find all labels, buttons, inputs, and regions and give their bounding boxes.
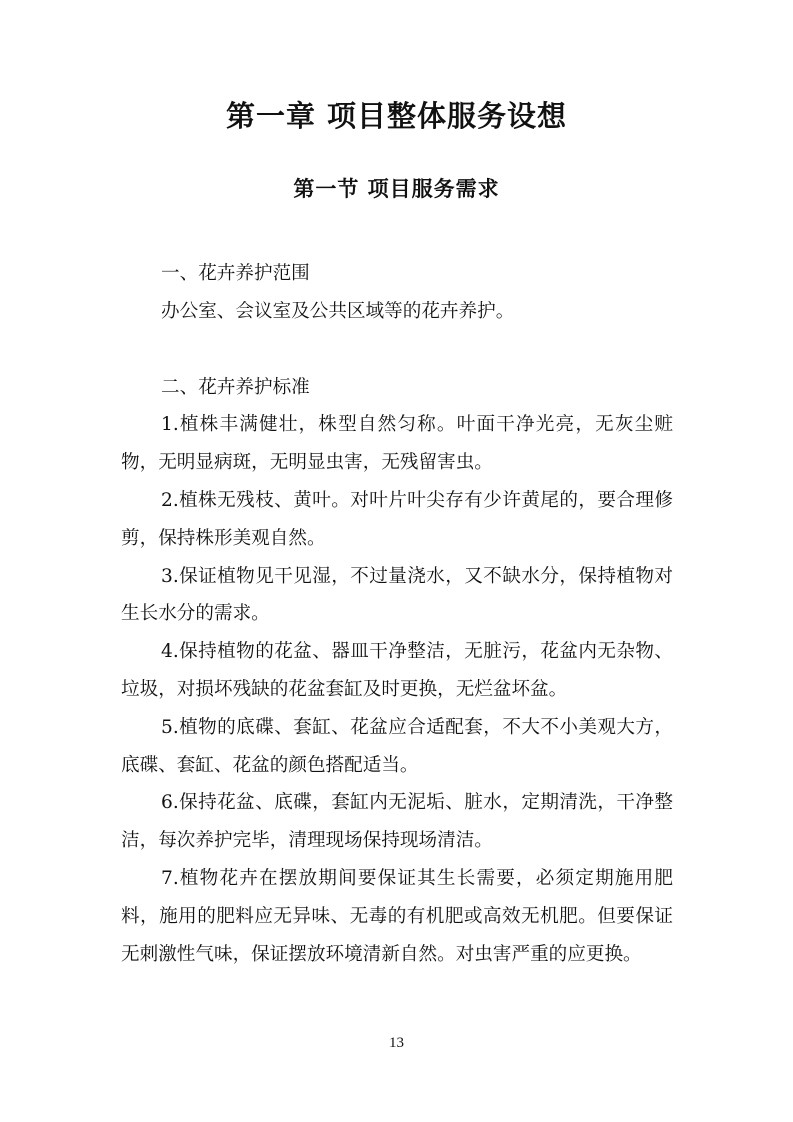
page-number: 13: [389, 1035, 404, 1051]
section-title: 第一节 项目服务需求: [293, 177, 500, 201]
paragraph-gap: [121, 331, 673, 369]
chapter-title: 第一章 项目整体服务设想: [225, 99, 568, 133]
standard-item-7: 7.植物花卉在摆放期间要保证其生长需要，必须定期施用肥料，施用的肥料应无异味、无毒的有机肥或高效无机肥。但要保证无刺激性气味，保证摆放环境清新自然。对虫害严重的应更换。: [121, 867, 673, 965]
body-text: [121, 255, 673, 973]
standard-item-5: 5.植物的底碟、套缸、花盆应合适配套，不大不小美观大方，底碟、套缸、花盆的颜色搭配适当。: [121, 716, 673, 776]
part1-heading: 一、花卉养护范围: [161, 263, 310, 284]
standard-item-1: 1.植株丰满健壮，株型自然匀称。叶面干净光亮，无灰尘赃物，无明显病斑，无明显虫害，无残留害虫。: [121, 414, 673, 474]
part1-text: 办公室、会议室及公共区域等的花卉养护。: [161, 300, 515, 322]
standard-item-3: 3.保证植物见干见湿，不过量浇水，又不缺水分，保持植物对生长水分的需求。: [121, 565, 673, 625]
standard-item-2: 2.植株无残枝、黄叶。对叶片叶尖存有少许黄尾的，要合理修剪，保持株形美观自然。: [121, 489, 673, 549]
standard-item-6: 6.保持花盆、底碟，套缸内无泥垢、脏水，定期清洗，干净整洁，每次养护完毕，清理现场保持现场清洁。: [121, 792, 673, 852]
standard-item-4: 4.保持植物的花盆、器皿干净整洁，无脏污，花盆内无杂物、垃圾，对损坏残缺的花盆套缸及时更换，无烂盆坏盆。: [121, 641, 673, 700]
part2-heading: 二、花卉养护标准: [161, 376, 310, 398]
